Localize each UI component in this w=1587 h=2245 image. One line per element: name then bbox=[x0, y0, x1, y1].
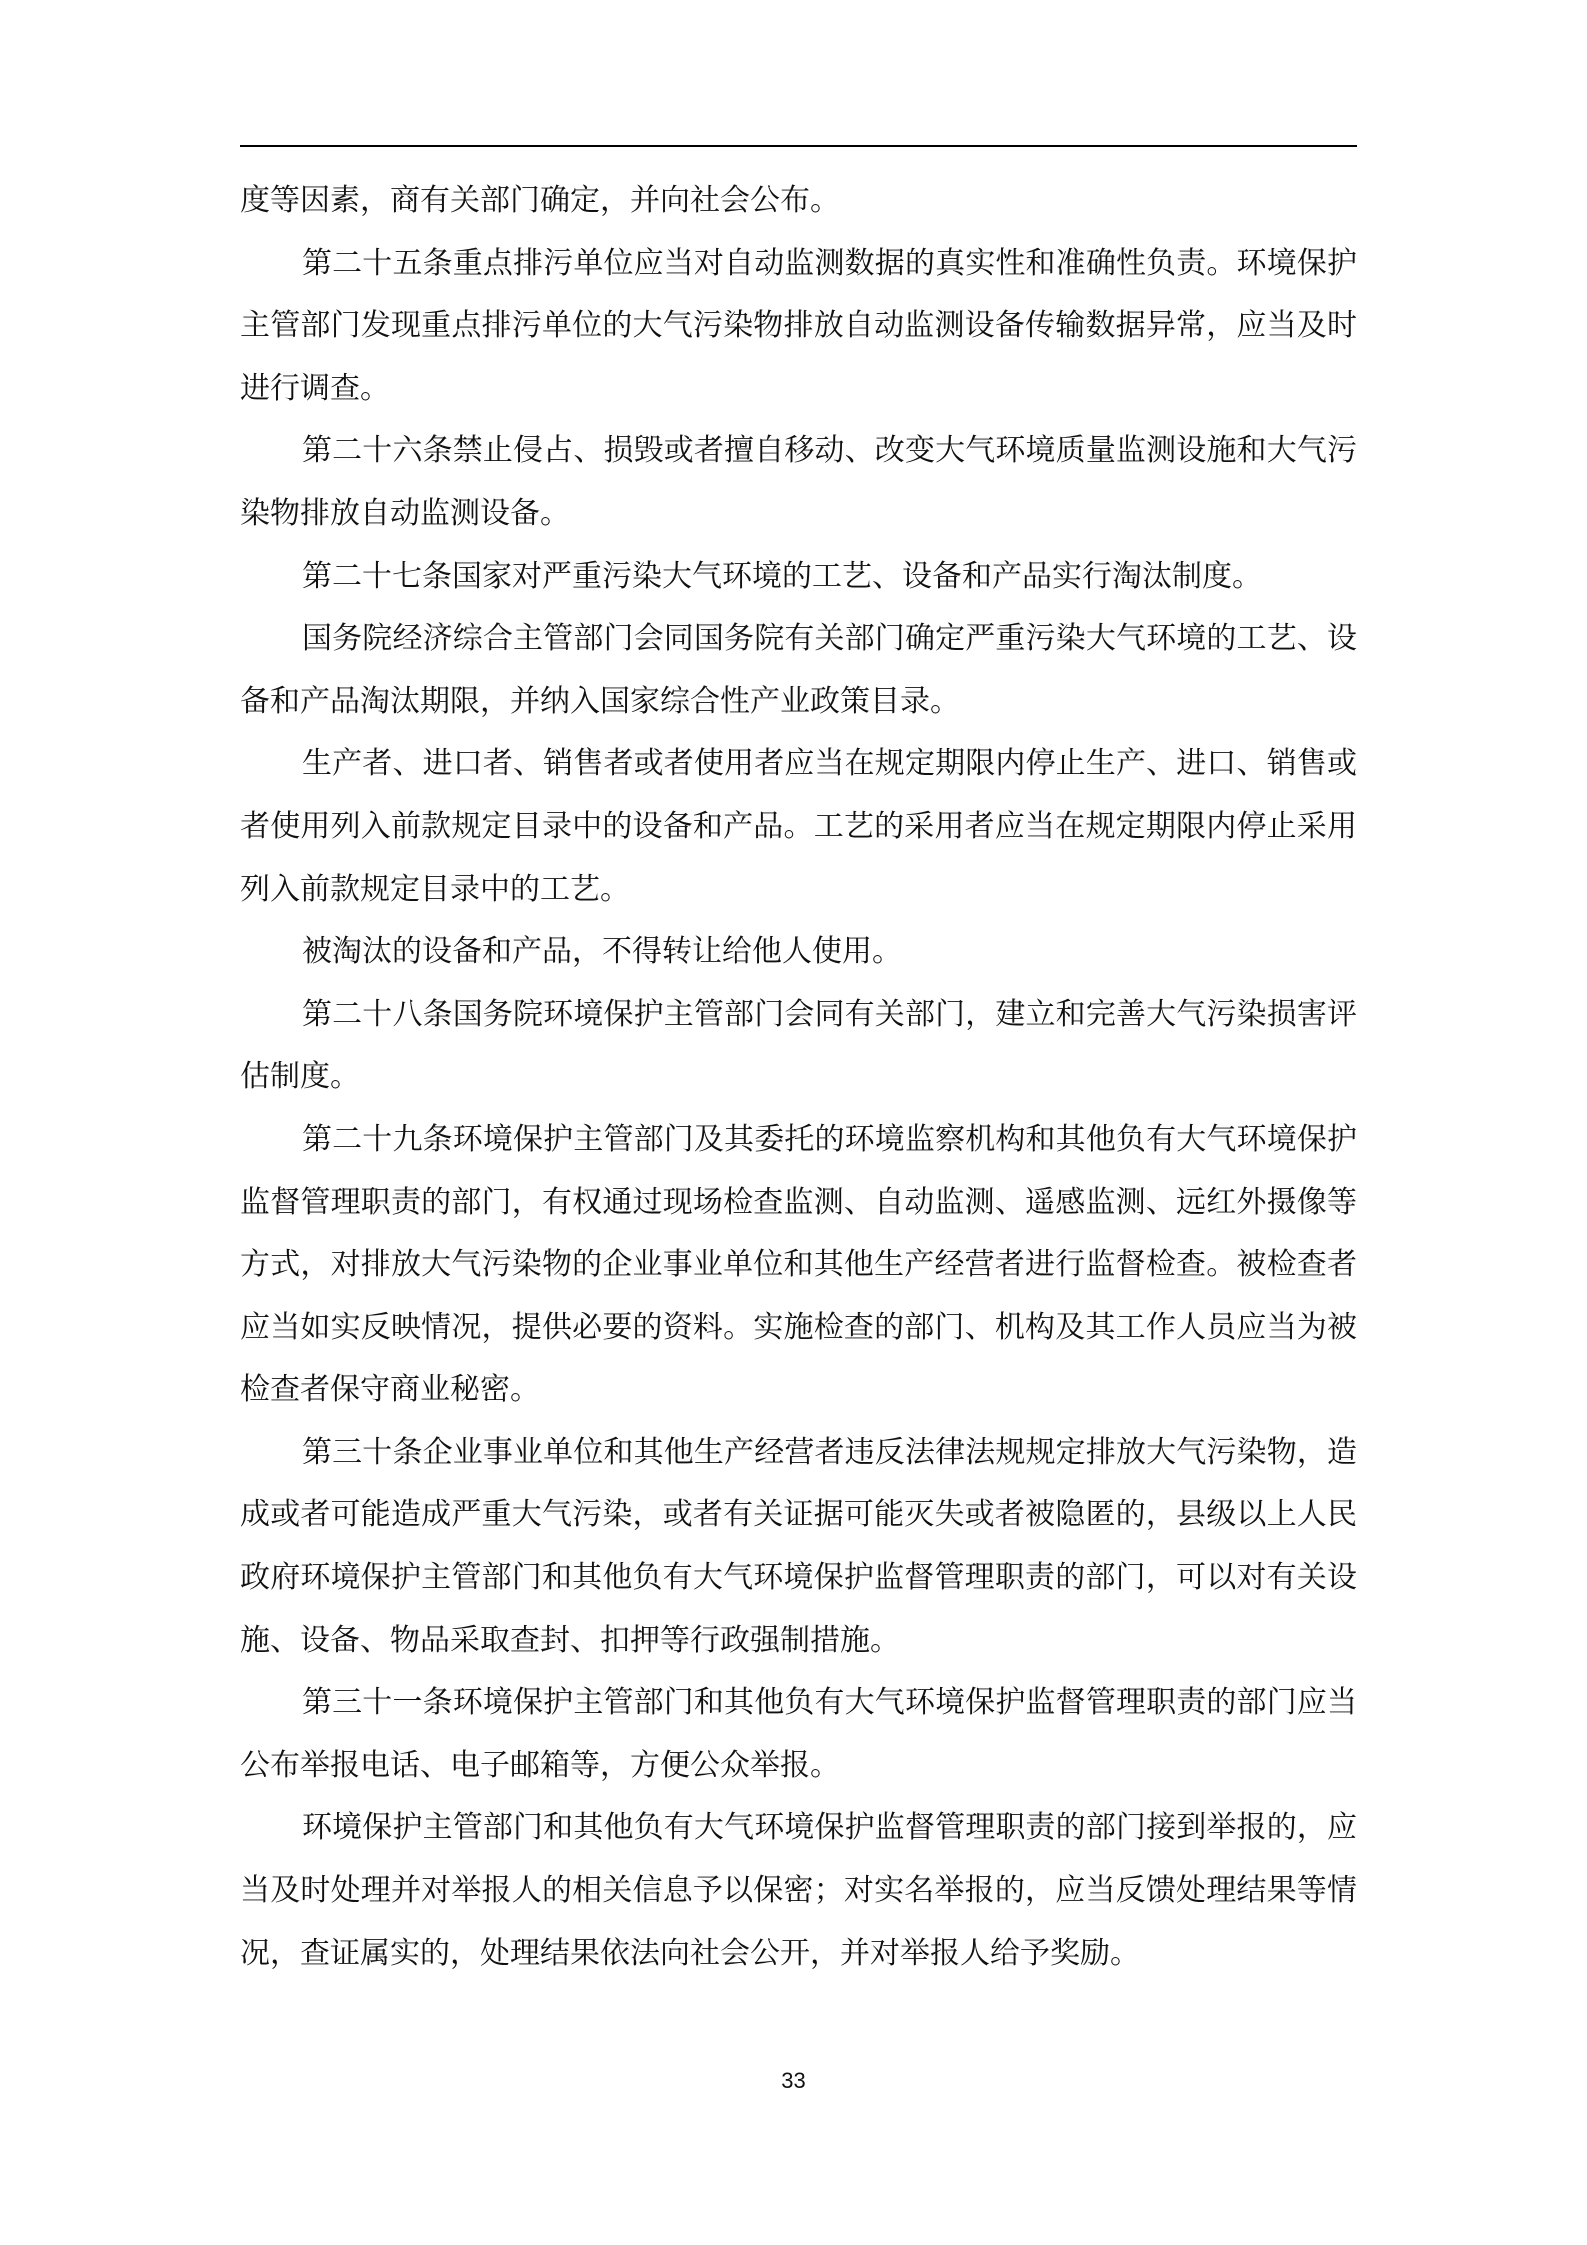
page-number: 33 bbox=[781, 2068, 806, 2093]
header-rule bbox=[240, 145, 1357, 147]
paragraph: 第二十九条环境保护主管部门及其委托的环境监察机构和其他负有大气环境保护监督管理职责的部门，有权通过现场检查监测、自动监测、遥感监测、远红外摄像等方式，对排放大气污染物的企业事业单位和其他生产经营者进行监督检查。被检查者应当如实反映情况，提供必要的资料。实施检查的部门、机构及其工作人员应当为被检查者保守商业秘密。 bbox=[240, 1121, 1357, 1408]
paragraph: 生产者、进口者、销售者或者使用者应当在规定期限内停止生产、进口、销售或者使用列入前款规定目录中的设备和产品。工艺的采用者应当在规定期限内停止采用列入前款规定目录中的工艺。 bbox=[240, 746, 1357, 907]
paragraph: 第二十五条重点排污单位应当对自动监测数据的真实性和准确性负责。环境保护主管部门发现重点排污单位的大气污染物排放自动监测设备传输数据异常，应当及时进行调查。 bbox=[240, 245, 1357, 406]
paragraph: 国务院经济综合主管部门会同国务院有关部门确定严重污染大气环境的工艺、设备和产品淘汰期限，并纳入国家综合性产业政策目录。 bbox=[240, 621, 1357, 719]
paragraph: 第二十八条国务院环境保护主管部门会同有关部门，建立和完善大气污染损害评估制度。 bbox=[240, 996, 1357, 1095]
paragraph: 第二十七条国家对严重污染大气环境的工艺、设备和产品实行淘汰制度。 bbox=[302, 558, 1262, 594]
body-text bbox=[240, 170, 1357, 1985]
paragraph: 环境保护主管部门和其他负有大气环境保护监督管理职责的部门接到举报的，应当及时处理并对举报人的相关信息予以保密；对实名举报的，应当反馈处理结果等情况，查证属实的，处理结果依法向社会公开，并对举报人给予奖励。 bbox=[240, 1810, 1357, 1971]
paragraph: 第三十一条环境保护主管部门和其他负有大气环境保护监督管理职责的部门应当公布举报电话、电子邮箱等，方便公众举报。 bbox=[240, 1685, 1357, 1783]
paragraph: 度等因素，商有关部门确定，并向社会公布。 bbox=[240, 183, 840, 218]
paragraph: 第三十条企业事业单位和其他生产经营者违反法律法规规定排放大气污染物，造成或者可能造成严重大气污染，或者有关证据可能灭失或者被隐匿的，县级以上人民政府环境保护主管部门和其他负有大气环境保护监督管理职责的部门，可以对有关设施、设备、物品采取查封、扣押等行政强制措施。 bbox=[240, 1434, 1357, 1658]
paragraph: 被淘汰的设备和产品，不得转让给他人使用。 bbox=[302, 934, 902, 970]
paragraph: 第二十六条禁止侵占、损毁或者擅自移动、改变大气环境质量监测设施和大气污染物排放自动监测设备。 bbox=[240, 433, 1357, 531]
